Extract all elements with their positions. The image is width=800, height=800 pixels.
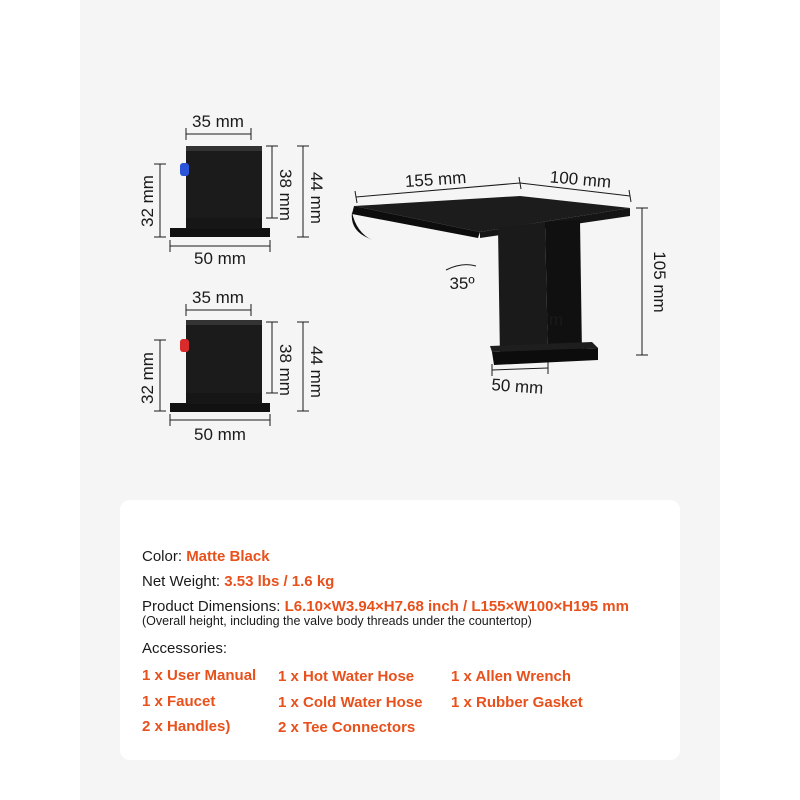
accessories-label: Accessories:: [142, 640, 228, 657]
accessory-item: 2 x Handles): [142, 718, 231, 735]
handle-bottom-drawing: [170, 320, 270, 412]
color-value: Matte Black: [186, 548, 270, 565]
handle-top-drawing: [170, 146, 270, 237]
dimensions-note: (Overall height, including the valve body threads under the countertop): [142, 614, 532, 628]
handle-bottom-base-width-label: 50 mm: [194, 425, 246, 444]
handle-bottom-inner-height-label: 38 mm: [276, 344, 295, 396]
color-label: Color:: [142, 548, 183, 565]
faucet-neck-width-label: 40 mm: [510, 307, 564, 330]
accessory-item: 2 x Tee Connectors: [278, 719, 416, 736]
handle-top-inner-height-label: 38 mm: [276, 169, 295, 221]
weight-row: [142, 573, 334, 590]
faucet-drawing: [352, 196, 630, 365]
accessory-item: 1 x Allen Wrench: [451, 668, 572, 685]
accessory-item: 1 x Hot Water Hose: [278, 668, 415, 685]
faucet-base-width-label: 50 mm: [490, 375, 544, 398]
accessory-item: 1 x Rubber Gasket: [451, 694, 583, 711]
faucet-length-label: 155 mm: [404, 167, 467, 192]
accessory-item: 1 x User Manual: [142, 667, 257, 684]
hot-indicator-icon: [180, 339, 189, 352]
dimensions-row: [142, 598, 629, 615]
faucet-height-label: 105 mm: [650, 251, 669, 313]
faucet-angle-label: 35º: [449, 274, 475, 293]
weight-label: Net Weight:: [142, 573, 221, 590]
dimensions-label: Product Dimensions:: [142, 598, 281, 615]
handle-bottom-width-label: 35 mm: [192, 288, 244, 307]
accessory-item: 1 x Cold Water Hose: [278, 694, 423, 711]
color-row: [142, 548, 270, 565]
faucet-width-label: 100 mm: [549, 167, 612, 192]
spec-card: [120, 500, 680, 760]
accessory-item: 1 x Faucet: [142, 693, 216, 710]
handle-top-base-width-label: 50 mm: [194, 249, 246, 268]
handle-top-left-height-label: 32 mm: [138, 175, 157, 227]
cold-indicator-icon: [180, 163, 189, 176]
handle-bottom-left-height-label: 32 mm: [138, 352, 157, 404]
handle-top-outer-height-label: 44 mm: [307, 172, 326, 224]
handle-top-width-label: 35 mm: [192, 112, 244, 131]
weight-value: 3.53 lbs / 1.6 kg: [224, 573, 335, 590]
dimensions-value: L6.10×W3.94×H7.68 inch / L155×W100×H195 mm: [284, 598, 629, 615]
handle-bottom-outer-height-label: 44 mm: [307, 346, 326, 398]
